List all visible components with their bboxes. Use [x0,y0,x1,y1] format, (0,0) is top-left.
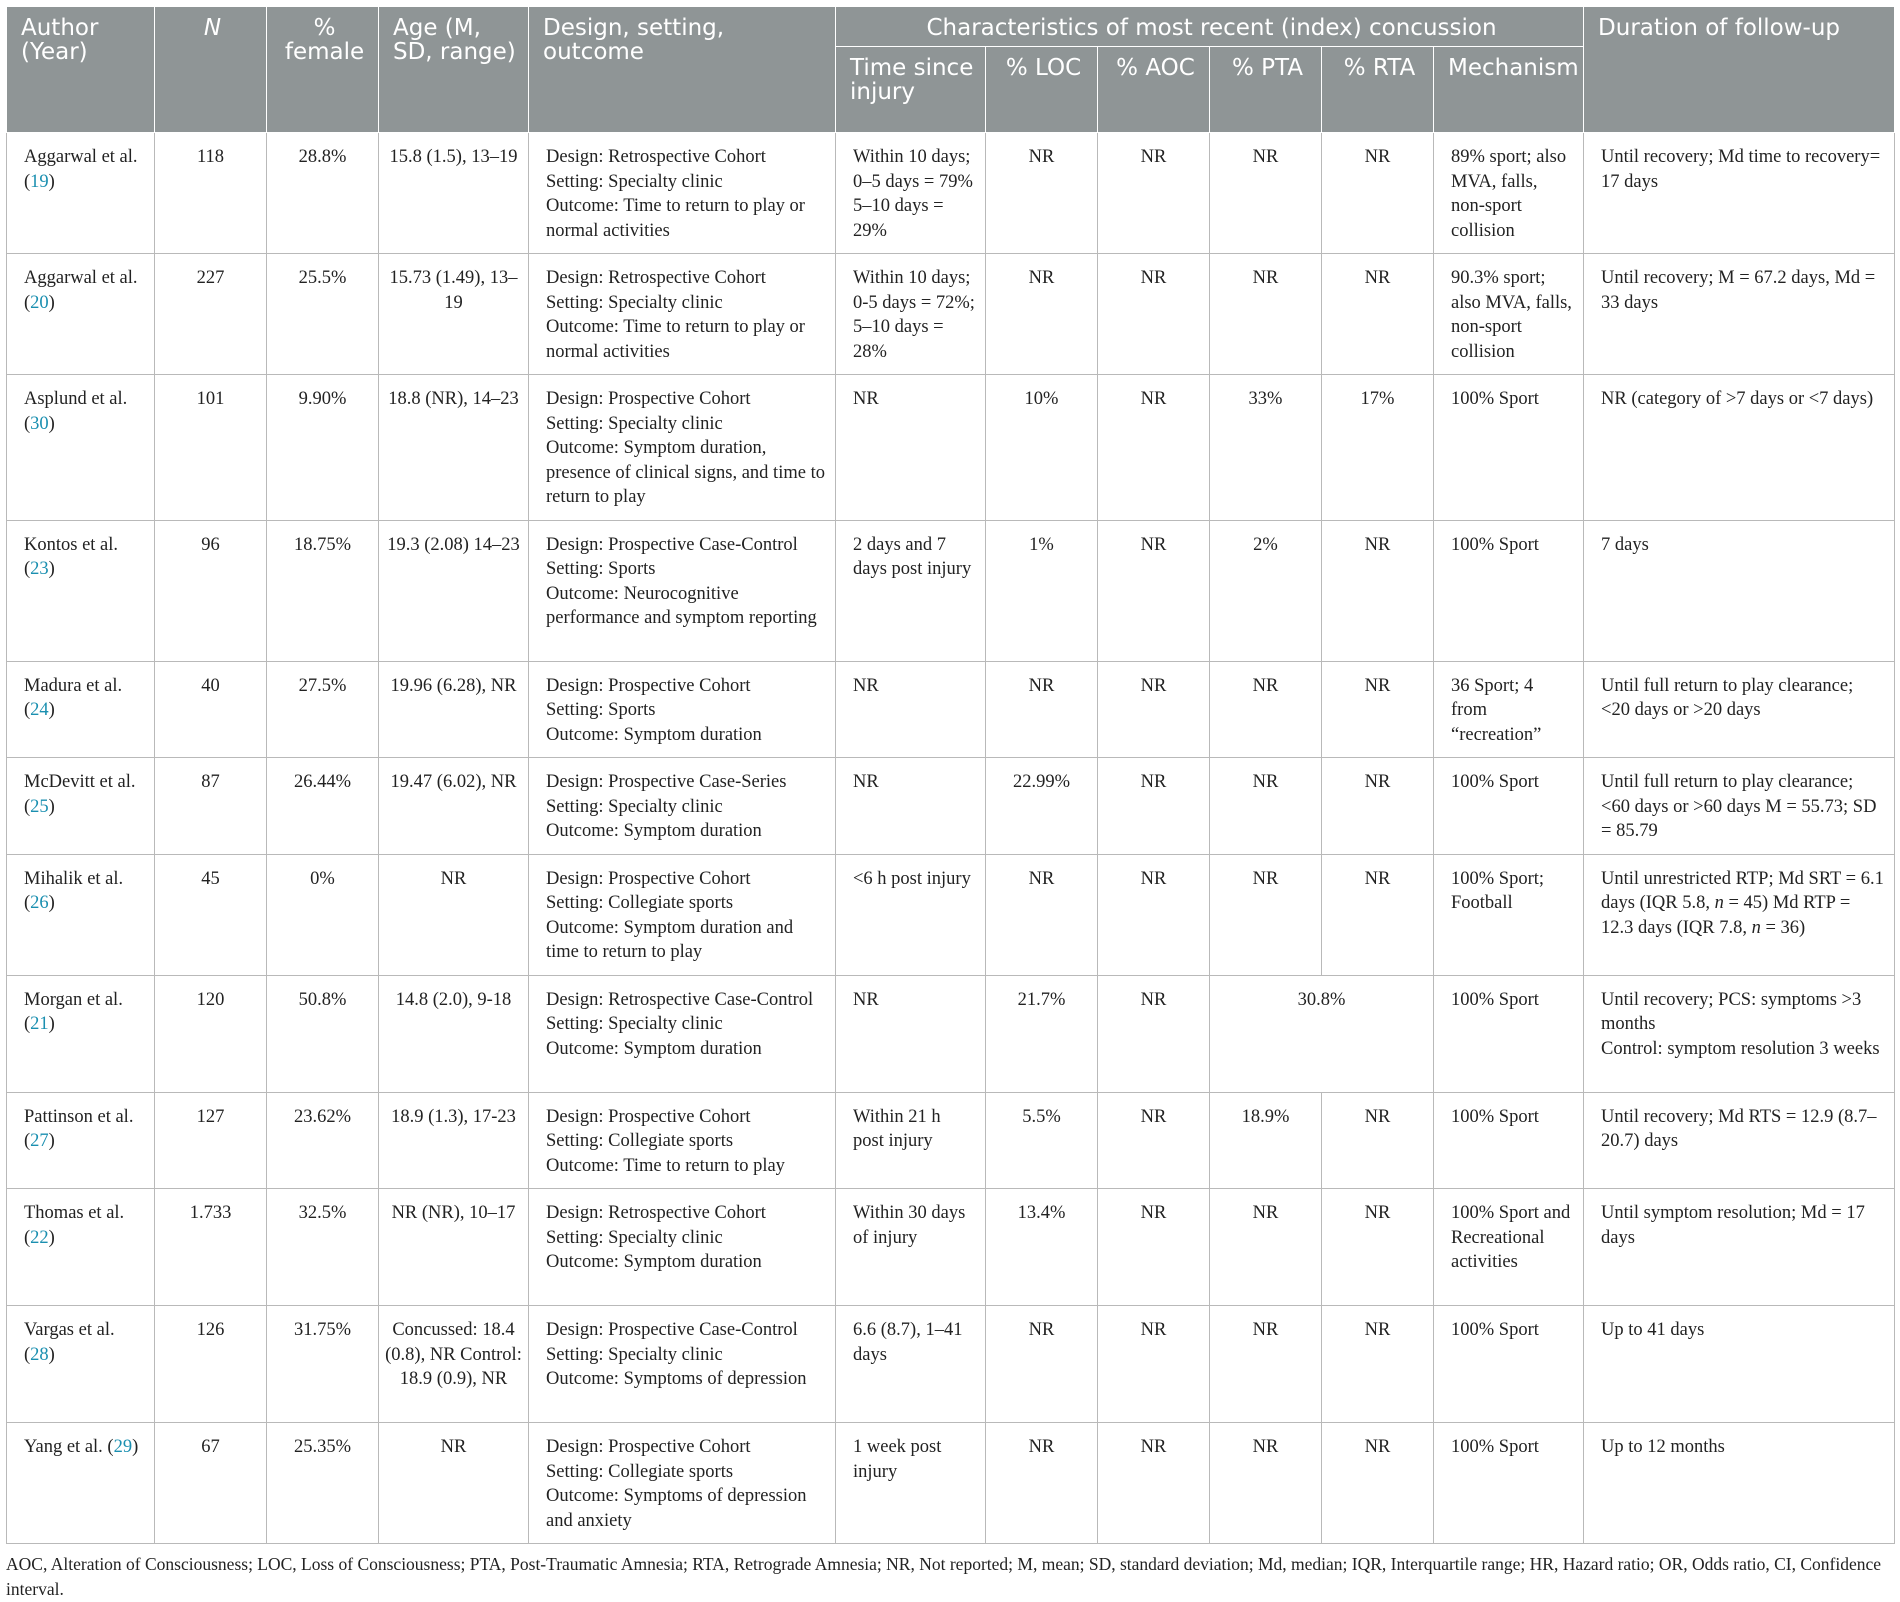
design-cell [529,1092,836,1189]
setting-line: Setting: Sports [546,559,656,579]
table-row [7,661,1895,758]
age-cell: 15.8 (1.5), 13–19 [379,133,529,254]
design-line: Design: Prospective Cohort [546,675,751,696]
table-row [7,1423,1895,1544]
table-row [7,1189,1895,1306]
time-cell: NR [836,375,986,521]
mechanism-cell: 89% sport; also MVA, falls, non-sport collision [1434,133,1584,254]
loc-cell: NR [986,661,1098,758]
followup-cell [1584,854,1895,975]
rta-cell: 17% [1322,375,1434,521]
mechanism-cell: 100% Sport [1434,520,1584,661]
header-mechanism: Mechanism [1434,47,1584,133]
reference-link[interactable]: 29 [113,1437,133,1457]
table-footnote: AOC, Alteration of Consciousness; LOC, Loss of Consciousness; PTA, Post-Traumatic Amnesia; RTA, Retrograde Amnesia; NR, Not reported; M, mean; SD, standard deviation; Md, median; IQR, Interquartile range; HR, Hazard ratio; OR, Odds ratio, CI, Confidence interval. [6,1554,1882,1599]
n-cell: 40 [155,661,267,758]
age-cell: 19.3 (2.08) 14–23 [379,520,529,661]
female-cell: 9.90% [267,375,379,521]
time-cell: Within 21 h post injury [836,1092,986,1189]
female-cell: 28.8% [267,133,379,254]
header-time-since: Time since injury [836,47,986,133]
design-line: Design: Retrospective Cohort [546,268,766,288]
n-cell: 120 [155,975,267,1092]
rta-cell: NR [1322,854,1434,975]
n-cell: 45 [155,854,267,975]
setting-line: Setting: Specialty clinic [546,292,723,313]
loc-cell: NR [986,854,1098,975]
outcome-line: Outcome: Symptom duration [546,1252,762,1272]
pta-cell: NR [1210,661,1322,758]
followup-cell [1584,975,1895,1092]
outcome-line: Outcome: Symptoms of depression and anxiety [546,1486,807,1531]
reference-link[interactable]: 23 [30,559,49,579]
age-cell: 19.96 (6.28), NR [379,661,529,758]
age-cell: NR [379,1423,529,1544]
followup-cell: NR (category of >7 days or <7 days) [1584,375,1895,521]
outcome-line: Outcome: Symptom duration [546,1038,762,1059]
followup-cell: Up to 41 days [1584,1306,1895,1423]
female-cell: 25.35% [267,1423,379,1544]
followup-cell: 7 days [1584,520,1895,661]
header-author: Author (Year) [7,7,155,133]
table-row [7,1092,1895,1189]
design-cell [529,758,836,855]
female-cell: 0% [267,854,379,975]
followup-text: = 36) [1760,917,1806,938]
author-cell: McDevitt et al. (25) [7,758,155,855]
followup-cell: Up to 12 months [1584,1423,1895,1544]
header-characteristics-group: Characteristics of most recent (index) concussion [836,7,1584,47]
design-line: Design: Prospective Cohort [546,1106,751,1127]
design-cell [529,854,836,975]
time-cell: NR [836,758,986,855]
outcome-line: Outcome: Symptom duration [546,724,762,745]
aoc-cell: NR [1098,1092,1210,1189]
female-cell: 18.75% [267,520,379,661]
pta-cell: NR [1210,1423,1322,1544]
concussion-studies-table [6,6,1895,1544]
loc-cell: NR [986,1306,1098,1423]
n-cell: 87 [155,758,267,855]
outcome-line: Outcome: Neurocognitive performance and symptom reporting [546,583,817,628]
age-cell: 15.73 (1.49), 13–19 [379,254,529,375]
n-cell: 96 [155,520,267,661]
time-cell: Within 30 days of injury [836,1189,986,1306]
time-cell: 2 days and 7 days post injury [836,520,986,661]
pta-cell: NR [1210,133,1322,254]
aoc-cell: NR [1098,854,1210,975]
time-cell: 6.6 (8.7), 1–41 days [836,1306,986,1423]
rta-cell: NR [1322,520,1434,661]
table-row [7,975,1895,1092]
table-body [7,133,1895,1544]
design-cell [529,975,836,1092]
author-name: Kontos et al. [24,534,119,555]
n-cell: 1.733 [155,1189,267,1306]
age-cell: NR (NR), 10–17 [379,1189,529,1306]
table-header [7,7,1895,133]
design-cell [529,254,836,375]
female-cell: 50.8% [267,975,379,1092]
time-cell: Within 10 days; 0–5 days = 79% 5–10 days = 29% [836,133,986,254]
design-line: Design: Retrospective Cohort [546,1203,766,1223]
pta-cell: NR [1210,1306,1322,1423]
followup-cell: Until full return to play clearance; <20 days or >20 days [1584,661,1895,758]
reference-link[interactable]: 26 [30,893,49,913]
followup-cell: Until recovery; Md RTS = 12.9 (8.7–20.7) days [1584,1092,1895,1189]
time-cell: NR [836,975,986,1092]
header-row-1 [7,7,1895,47]
reference-link[interactable]: 30 [30,413,49,434]
setting-line: Setting: Specialty clinic [546,171,723,192]
design-cell [529,375,836,521]
n-italic: n [1714,893,1724,913]
loc-cell: 22.99% [986,758,1098,855]
author-name: Yang et al. [24,1437,103,1457]
header-female: % female [267,7,379,133]
outcome-line: Outcome: Symptoms of depression [546,1369,807,1389]
author-name: Thomas et al. [24,1203,125,1223]
pta-cell: 2% [1210,520,1322,661]
author-name: Asplund et al. [24,389,128,409]
pta-cell: 33% [1210,375,1322,521]
author-cell: Asplund et al. (30) [7,375,155,521]
author-cell: Morgan et al. (21) [7,975,155,1092]
design-cell [529,661,836,758]
n-cell: 67 [155,1423,267,1544]
outcome-line: Outcome: Time to return to play or normal activities [546,196,805,241]
mechanism-cell: 100% Sport [1434,758,1584,855]
aoc-cell: NR [1098,975,1210,1092]
table-row [7,133,1895,254]
followup-text: Until unrestricted RTP; Md SRT = 6.1 days (IQR 5.8, [1601,868,1884,913]
n-cell: 118 [155,133,267,254]
setting-line: Setting: Specialty clinic [546,413,723,434]
author-cell: Thomas et al. (22) [7,1189,155,1306]
age-cell: Concussed: 18.4 (0.8), NR Control: 18.9 (0.9), NR [379,1306,529,1423]
author-cell: Mihalik et al. (26) [7,854,155,975]
mechanism-cell: 100% Sport; Football [1434,854,1584,975]
mechanism-cell: 100% Sport [1434,1092,1584,1189]
setting-line: Setting: Sports [546,700,656,720]
design-cell [529,133,836,254]
rta-cell: NR [1322,254,1434,375]
aoc-cell: NR [1098,375,1210,521]
mechanism-cell: 100% Sport [1434,1423,1584,1544]
time-cell: Within 10 days; 0-5 days = 72%; 5–10 days = 28% [836,254,986,375]
n-cell: 227 [155,254,267,375]
author-name: Pattinson et al. [24,1106,134,1127]
mechanism-cell: 100% Sport and Recreational activities [1434,1189,1584,1306]
rta-cell: NR [1322,1306,1434,1423]
followup-cell: Until symptom resolution; Md = 17 days [1584,1189,1895,1306]
followup-text: Until recovery; PCS: symptoms >3 months [1601,989,1862,1034]
followup-cell: Until full return to play clearance; <60 days or >60 days M = 55.73; SD = 85.79 [1584,758,1895,855]
author-cell: Aggarwal et al. (20) [7,254,155,375]
reference-link[interactable]: 24 [30,700,49,720]
author-name: Aggarwal et al. [24,268,138,288]
design-line: Design: Retrospective Case-Control [546,989,814,1010]
pta-cell: 18.9% [1210,1092,1322,1189]
design-cell [529,520,836,661]
pta-cell: NR [1210,1189,1322,1306]
outcome-line: Outcome: Symptom duration [546,821,762,841]
female-cell: 25.5% [267,254,379,375]
rta-cell: NR [1322,133,1434,254]
author-cell: Madura et al. (24) [7,661,155,758]
design-line: Design: Prospective Case-Control [546,1320,798,1340]
rta-cell: NR [1322,1189,1434,1306]
reference-link[interactable]: 25 [30,796,49,817]
design-line: Design: Retrospective Cohort [546,147,766,167]
reference-link[interactable]: 20 [30,292,49,313]
outcome-line: Outcome: Time to return to play or normal activities [546,317,805,362]
design-cell [529,1423,836,1544]
loc-cell: NR [986,133,1098,254]
age-cell: 18.9 (1.3), 17-23 [379,1092,529,1189]
setting-line: Setting: Specialty clinic [546,1227,723,1248]
loc-cell: NR [986,254,1098,375]
time-cell: NR [836,661,986,758]
time-cell: <6 h post injury [836,854,986,975]
table-row [7,758,1895,855]
reference-link[interactable]: 21 [30,1014,49,1034]
pta-cell: NR [1210,854,1322,975]
header-design: Design, setting, outcome [529,7,836,133]
female-cell: 23.62% [267,1092,379,1189]
header-followup: Duration of follow-up [1584,7,1895,133]
mechanism-cell: 100% Sport [1434,1306,1584,1423]
age-cell: 19.47 (6.02), NR [379,758,529,855]
n-cell: 101 [155,375,267,521]
outcome-line: Outcome: Time to return to play [546,1155,785,1176]
reference-link[interactable]: 27 [30,1131,49,1151]
pta-cell: NR [1210,254,1322,375]
aoc-cell: NR [1098,1423,1210,1544]
followup-cell: Until recovery; M = 67.2 days, Md = 33 days [1584,254,1895,375]
age-cell: 18.8 (NR), 14–23 [379,375,529,521]
author-cell: Aggarwal et al. (19) [7,133,155,254]
rta-cell: NR [1322,661,1434,758]
table-row [7,854,1895,975]
aoc-cell: NR [1098,1306,1210,1423]
header-rta: % RTA [1322,47,1434,133]
aoc-cell: NR [1098,1189,1210,1306]
header-n: N [155,7,267,133]
loc-cell: 13.4% [986,1189,1098,1306]
female-cell: 26.44% [267,758,379,855]
table-row [7,375,1895,521]
setting-line: Setting: Collegiate sports [546,1131,734,1151]
n-italic: n [1751,917,1761,938]
header-age: Age (M, SD, range) [379,7,529,133]
mechanism-cell: 90.3% sport; also MVA, falls, non-sport collision [1434,254,1584,375]
followup-text: Control: symptom resolution 3 weeks [1601,1038,1880,1059]
aoc-cell: NR [1098,758,1210,855]
author-name: Vargas et al. [24,1320,115,1340]
setting-line: Setting: Specialty clinic [546,796,723,817]
outcome-line: Outcome: Symptom duration, presence of clinical signs, and time to return to play [546,438,825,507]
design-cell [529,1306,836,1423]
table-row [7,254,1895,375]
followup-text: = 45) Md RTP = 12.3 days (IQR 7.8, [1601,893,1851,938]
header-pta: % PTA [1210,47,1322,133]
female-cell: 32.5% [267,1189,379,1306]
author-name: Madura et al. [24,675,123,696]
author-name: Morgan et al. [24,989,123,1010]
loc-cell: NR [986,1423,1098,1544]
age-cell: 14.8 (2.0), 9-18 [379,975,529,1092]
author-cell: Pattinson et al. (27) [7,1092,155,1189]
rta-cell: NR [1322,1092,1434,1189]
aoc-cell: NR [1098,520,1210,661]
reference-link[interactable]: 22 [30,1227,49,1248]
aoc-cell: NR [1098,661,1210,758]
rta-cell: NR [1322,1423,1434,1544]
header-aoc: % AOC [1098,47,1210,133]
author-cell: Kontos et al. (23) [7,520,155,661]
reference-link[interactable]: 28 [30,1344,49,1365]
setting-line: Setting: Specialty clinic [546,1344,723,1365]
aoc-cell: NR [1098,133,1210,254]
followup-cell: Until recovery; Md time to recovery= 17 days [1584,133,1895,254]
design-line: Design: Prospective Cohort [546,1437,751,1457]
setting-line: Setting: Specialty clinic [546,1014,723,1034]
female-cell: 31.75% [267,1306,379,1423]
author-name: Aggarwal et al. [24,147,138,167]
loc-cell: 5.5% [986,1092,1098,1189]
design-cell [529,1189,836,1306]
setting-line: Setting: Collegiate sports [546,1461,734,1482]
aoc-cell: NR [1098,254,1210,375]
author-name: Mihalik et al. [24,868,124,889]
design-line: Design: Prospective Case-Control [546,534,798,555]
author-cell: Yang et al. (29) [7,1423,155,1544]
pta-rta-merged-cell: 30.8% [1210,975,1434,1092]
header-loc: % LOC [986,47,1098,133]
mechanism-cell: 100% Sport [1434,975,1584,1092]
pta-cell: NR [1210,758,1322,855]
n-cell: 126 [155,1306,267,1423]
mechanism-cell: 100% Sport [1434,375,1584,521]
loc-cell: 1% [986,520,1098,661]
loc-cell: 10% [986,375,1098,521]
design-line: Design: Prospective Case-Series [546,772,787,792]
setting-line: Setting: Collegiate sports [546,893,734,913]
rta-cell: NR [1322,758,1434,855]
design-line: Design: Prospective Cohort [546,389,751,409]
time-cell: 1 week post injury [836,1423,986,1544]
age-cell: NR [379,854,529,975]
female-cell: 27.5% [267,661,379,758]
design-line: Design: Prospective Cohort [546,868,751,889]
table-row [7,1306,1895,1423]
author-cell: Vargas et al. (28) [7,1306,155,1423]
table-container [6,6,1894,1602]
reference-link[interactable]: 19 [30,171,49,192]
n-cell: 127 [155,1092,267,1189]
author-name: McDevitt et al. [24,772,136,792]
outcome-line: Outcome: Symptom duration and time to return to play [546,917,794,962]
table-row [7,520,1895,661]
loc-cell: 21.7% [986,975,1098,1092]
mechanism-cell: 36 Sport; 4 from “recreation” [1434,661,1584,758]
